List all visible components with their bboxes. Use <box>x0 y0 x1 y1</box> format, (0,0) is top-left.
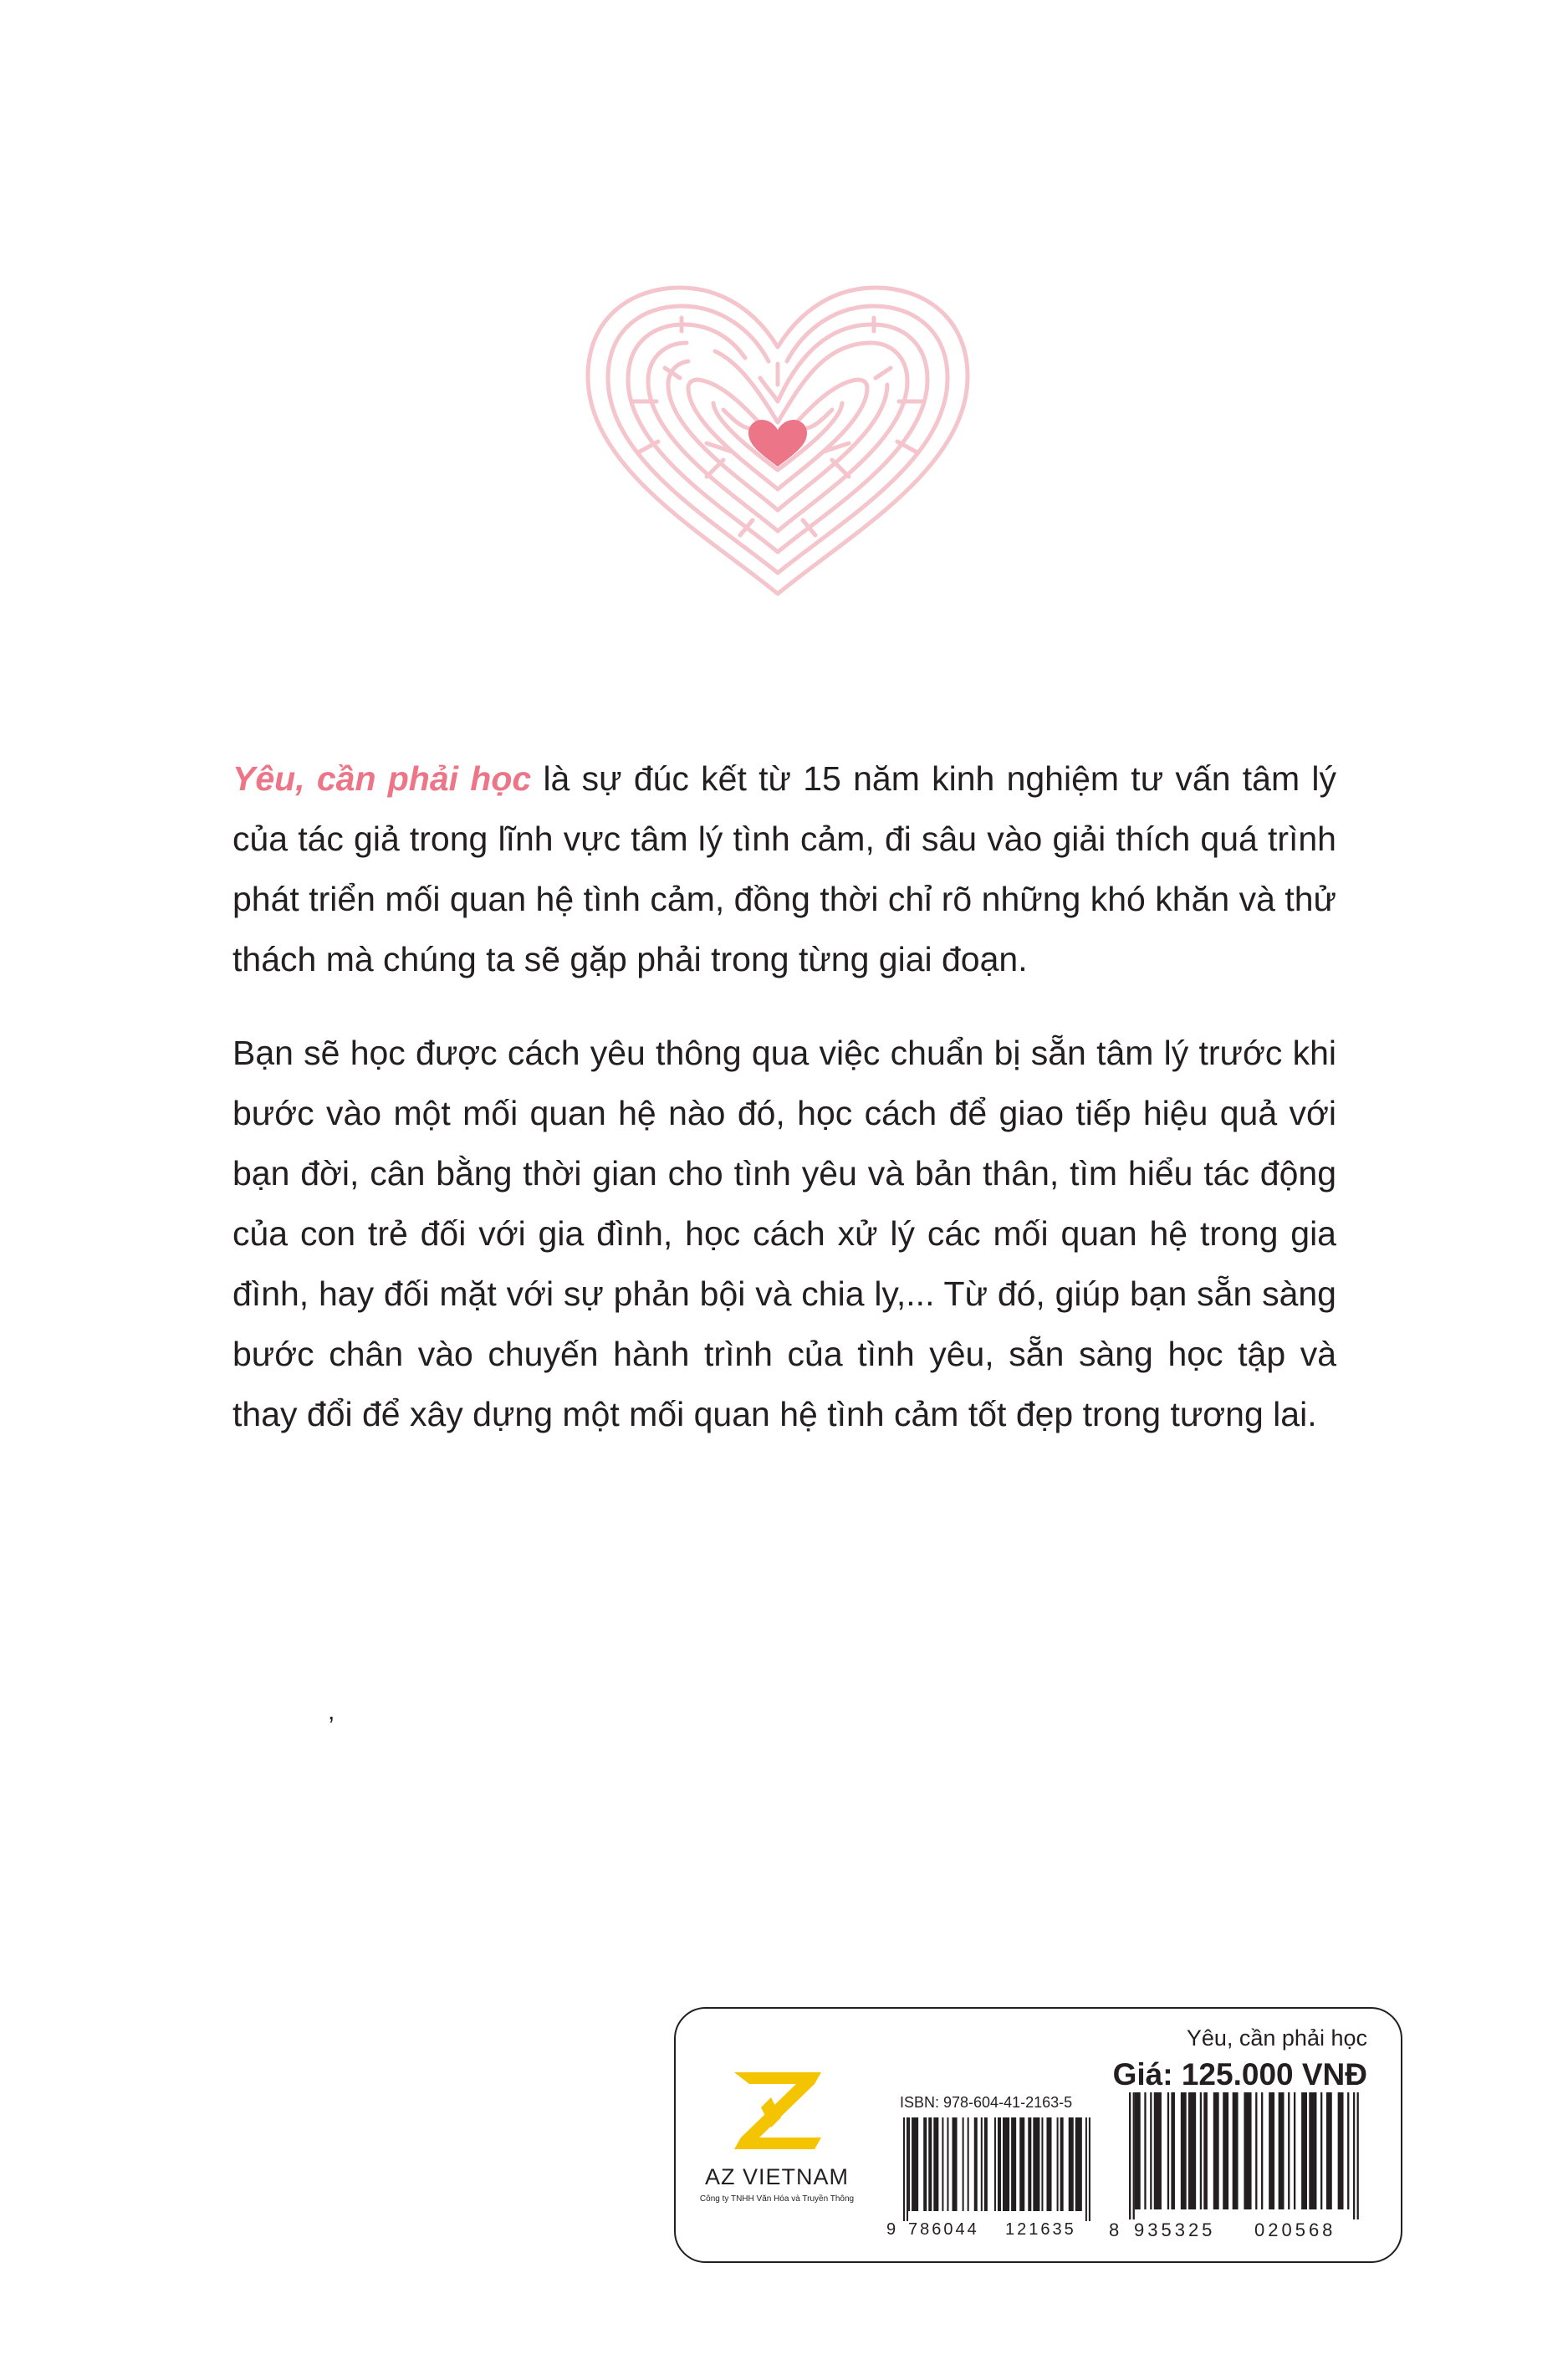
publisher-subtitle: Công ty TNHH Văn Hóa và Truyền Thông <box>699 2194 855 2204</box>
center-heart-icon <box>748 420 807 467</box>
barcode-price-group-2: 020568 <box>1254 2219 1336 2240</box>
book-title-emphasis: Yêu, cần phải học <box>232 759 532 798</box>
price-barcode <box>1107 2092 1371 2243</box>
description <box>232 748 1336 1478</box>
book-title: Yêu, cần phải học <box>1186 2025 1367 2051</box>
heart-maze-icon <box>581 284 974 602</box>
paragraph-1-text: là sự đúc kết từ 15 năm kinh nghiệm tư vấn tâm lý của tác giả trong lĩnh vực tâm lý tình cảm, đi sâu vào giải thích quá trình phát triển mối quan hệ tình cảm, đồng thời chỉ rõ những khó khăn và thử thách mà chúng ta sẽ gặp phải trong từng giai đoạn. <box>232 759 1336 978</box>
info-box <box>674 2007 1402 2263</box>
isbn-barcode <box>885 2117 1102 2243</box>
barcode-isbn-group-1: 786044 <box>908 2220 979 2239</box>
barcode-isbn-group-2: 121635 <box>1005 2220 1076 2239</box>
description-paragraph-1 <box>232 748 1336 989</box>
barcode-price-left-digit: 8 <box>1109 2219 1120 2240</box>
isbn-label: ISBN: 978-604-41-2163-5 <box>900 2094 1073 2111</box>
publisher-name: AZ VIETNAM <box>704 2164 849 2189</box>
description-paragraph-2: Bạn sẽ học được cách yêu thông qua việc chuẩn bị sẵn tâm lý trước khi bước vào một mối quan hệ nào đó, học cách để giao tiếp hiệu quả với bạn đời, cân bằng thời gian cho tình yêu và bản thân, tìm hiểu tác động của con trẻ đối với gia đình, học cách xử lý các mối quan hệ trong gia đình, hay đối mặt với sự phản bội và chia ly,... Từ đó, giúp bạn sẵn sàng bước chân vào chuyến hành trình của tình yêu, sẵn sàng học tập và thay đổi để xây dựng một mối quan hệ tình cảm tốt đẹp trong tương lai. <box>232 1034 1336 1433</box>
az-vietnam-logo-icon <box>731 2069 825 2153</box>
barcode-price-group-1: 935325 <box>1134 2219 1216 2240</box>
barcode-isbn-left-digit: 9 <box>886 2220 896 2239</box>
stray-mark: , <box>328 1698 335 1725</box>
price: Giá: 125.000 VNĐ <box>1112 2057 1367 2092</box>
